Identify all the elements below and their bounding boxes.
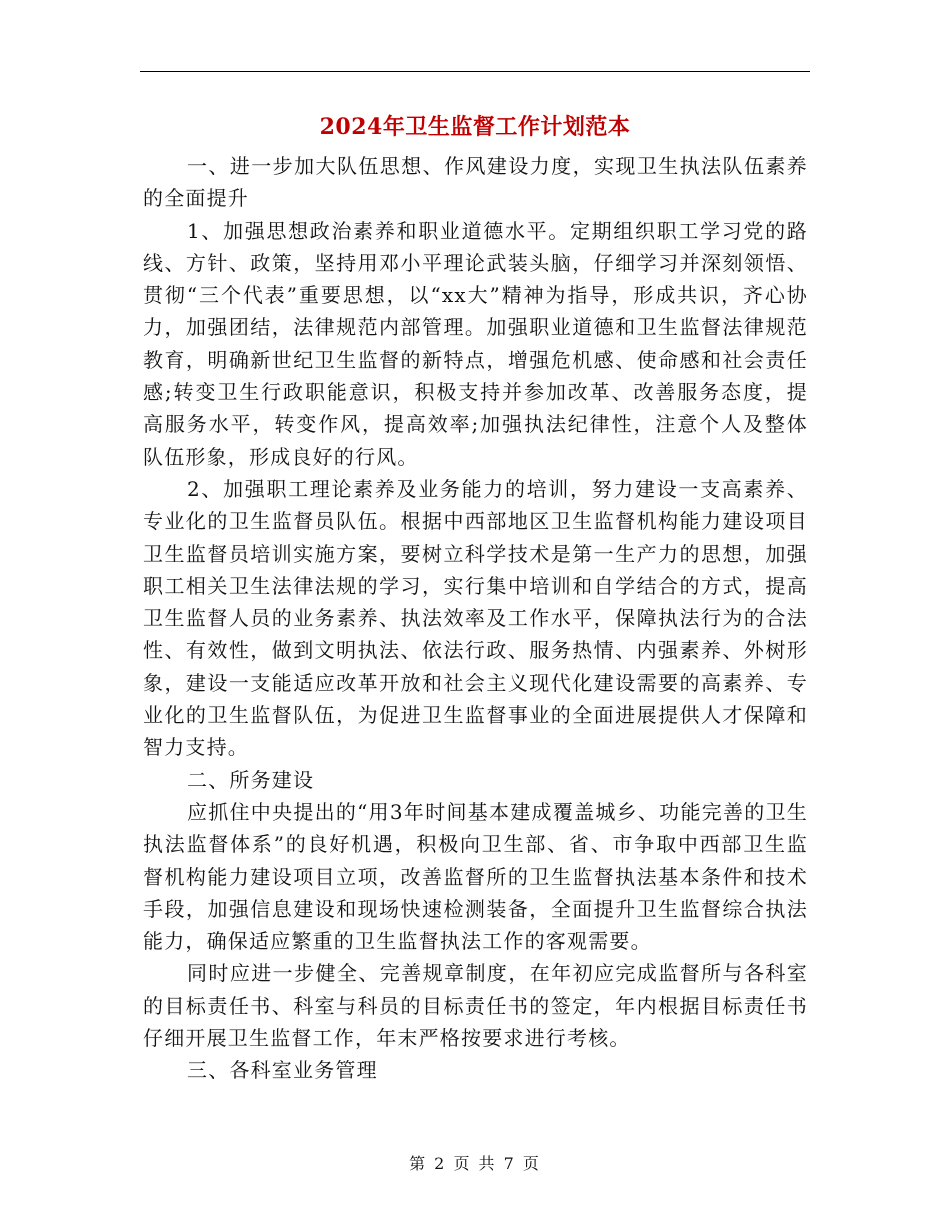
- paragraph-item-2: 2、加强职工理论素养及业务能力的培训，努力建设一支高素养、专业化的卫生监督员队伍。根据中西部地区卫生监督机构能力建设项目卫生监督员培训实施方案，要树立科学技术是第一生产力的思想，加强职工相关卫生法律法规的学习，实行集中培训和自学结合的方式，提高卫生监督人员的业务素养、执法效率及工作水平，保障执法行为的合法性、有效性，做到文明执法、依法行政、服务热情、内强素养、外树形象，建设一支能适应改革开放和社会主义现代化建设需要的高素养、专业化的卫生监督队伍，为促进卫生监督事业的全面进展提供人才保障和智力支持。: [143, 476, 808, 760]
- paragraph-item-1: 1、加强思想政治素养和职业道德水平。定期组织职工学习党的路线、方针、政策，坚持用邓小平理论武装头脑，仔细学习并深刻领悟、贯彻“三个代表”重要思想，以“xx大”精神为指导，形成共识，齐心协力，加强团结，法律规范内部管理。加强职业道德和卫生监督法律规范教育，明确新世纪卫生监督的新特点，增强危机感、使命感和社会责任感;转变卫生行政职能意识，积极支持并参加改革、改善服务态度，提高服务水平，转变作风，提高效率;加强执法纪律性，注意个人及整体队伍形象，形成良好的行风。: [143, 218, 808, 469]
- section-heading-3: 三、各科室业务管理: [187, 1058, 378, 1083]
- section-heading-2: 二、所务建设: [187, 767, 315, 792]
- header-rule: [140, 71, 810, 72]
- paragraph-institution-building: 应抓住中央提出的“用3年时间基本建成覆盖城乡、功能完善的卫生执法监督体系”的良好机遇，积极向卫生部、省、市争取中西部卫生监督机构能力建设项目立项，改善监督所的卫生监督执法基本条件和技术手段，加强信息建设和现场快速检测装备，全面提升卫生监督综合执法能力，确保适应繁重的卫生监督执法工作的客观需要。: [143, 799, 808, 954]
- paragraph-rules-system: 同时应进一步健全、完善规章制度，在年初应完成监督所与各科室的目标责任书、科室与科员的目标责任书的签定，年内根据目标责任书仔细开展卫生监督工作，年末严格按要求进行考核。: [143, 961, 808, 1051]
- document-title: 2024年卫生监督工作计划范本: [319, 114, 631, 140]
- section-heading-1: 一、进一步加大队伍思想、作风建设力度，实现卫生执法队伍素养的全面提升: [143, 154, 808, 211]
- document-body: [143, 150, 808, 1087]
- page-number: 第 2 页 共 7 页: [409, 1154, 541, 1173]
